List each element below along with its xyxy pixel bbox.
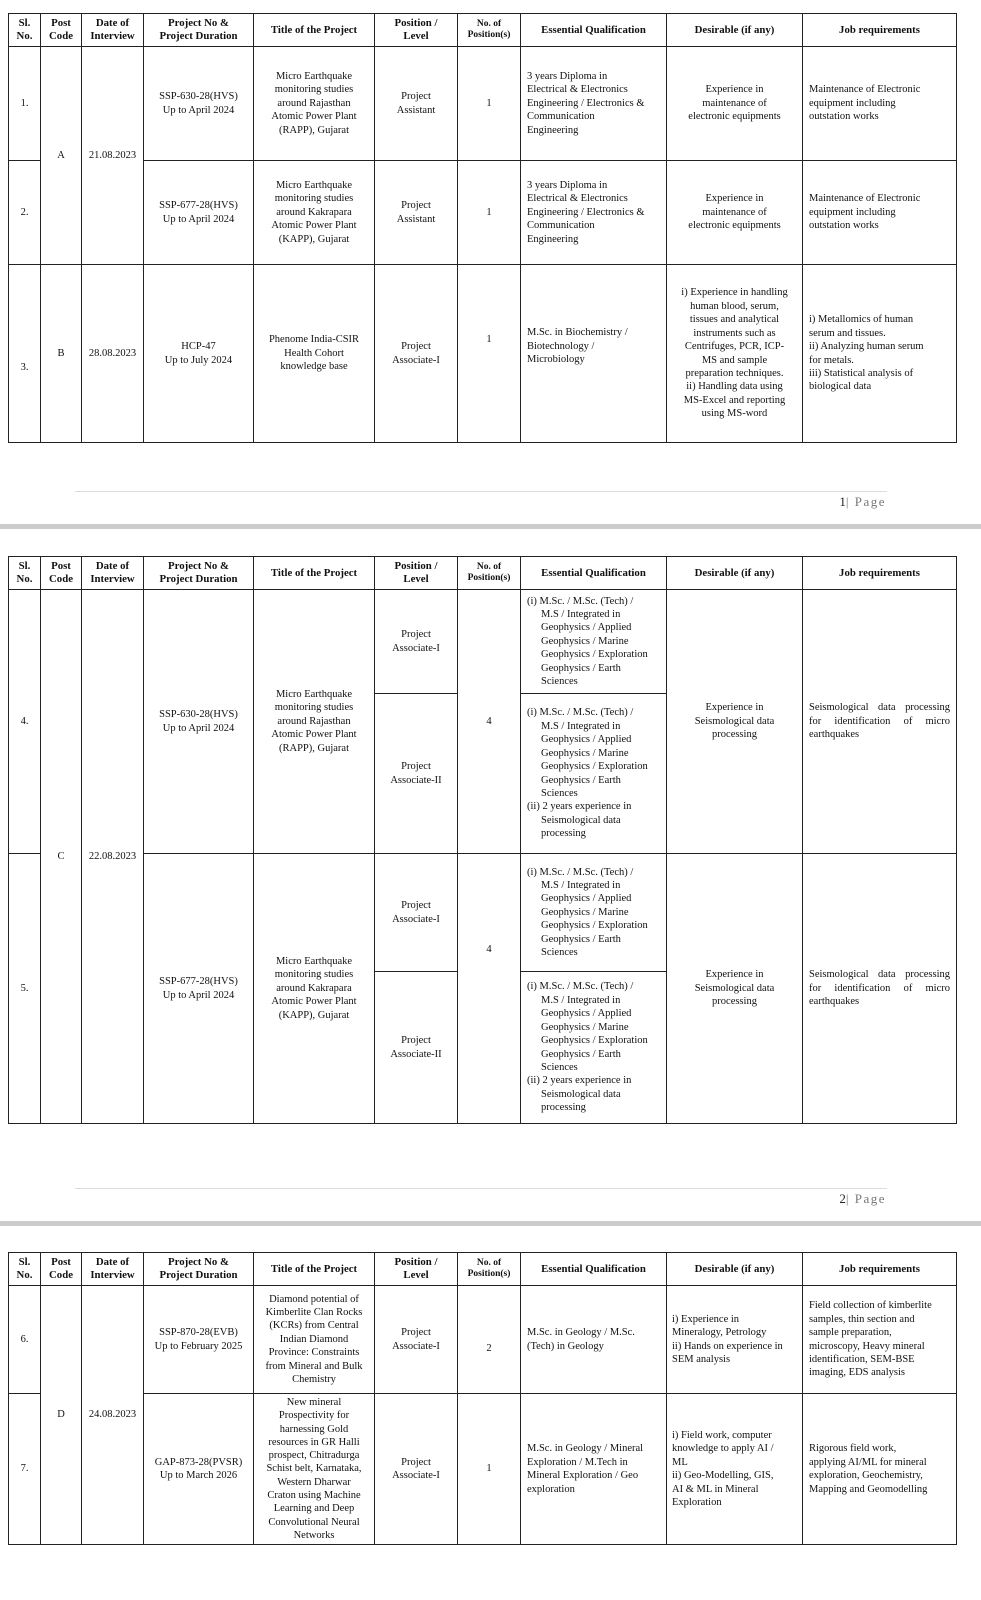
cell-qualification: (i) M.Sc. / M.Sc. (Tech) / M.S / Integrated in Geophysics / Applied Geophysics / Marine Geophysics / Exploration Geophysics / Earth Sciences bbox=[521, 590, 667, 694]
cell-count: 1 bbox=[458, 265, 521, 443]
header-project: Project No & Project Duration bbox=[144, 557, 254, 590]
cell-project: GAP-873-28(PVSR) Up to March 2026 bbox=[144, 1394, 254, 1545]
header-row bbox=[9, 1253, 957, 1286]
page-separator bbox=[0, 524, 981, 529]
header-post-code: Post Code bbox=[41, 557, 82, 590]
cell-position: Project Associate-I bbox=[375, 265, 458, 443]
table-row bbox=[9, 590, 957, 694]
cell-position: Project Associate-II bbox=[375, 694, 458, 854]
cell-position: Project Assistant bbox=[375, 47, 458, 161]
cell-title: Micro Earthquake monitoring studies around Rajasthan Atomic Power Plant (RAPP), Gujarat bbox=[254, 47, 375, 161]
header-count: No. of Position(s) bbox=[458, 557, 521, 590]
cell-count: 4 bbox=[458, 590, 521, 854]
header-title: Title of the Project bbox=[254, 1253, 375, 1286]
cell-project: SSP-870-28(EVB) Up to February 2025 bbox=[144, 1286, 254, 1394]
cell-project: SSP-677-28(HVS) Up to April 2024 bbox=[144, 854, 254, 1124]
cell-count: 1 bbox=[458, 161, 521, 265]
cell-sl: 7. bbox=[9, 1394, 41, 1545]
cell-sl: 5. bbox=[9, 854, 41, 1124]
page-separator bbox=[0, 1221, 981, 1226]
header-job: Job requirements bbox=[803, 14, 957, 47]
cell-job: Maintenance of Electronic equipment including outstation works bbox=[803, 161, 957, 265]
cell-job: Seismological data processing for identification of micro earthquakes bbox=[803, 854, 957, 1124]
cell-desirable: Experience in maintenance of electronic equipments bbox=[667, 47, 803, 161]
table-row bbox=[9, 854, 957, 972]
header-desirable: Desirable (if any) bbox=[667, 14, 803, 47]
header-job: Job requirements bbox=[803, 1253, 957, 1286]
cell-title: Micro Earthquake monitoring studies around Kakrapara Atomic Power Plant (KAPP), Gujarat bbox=[254, 854, 375, 1124]
cell-date: 28.08.2023 bbox=[82, 265, 144, 443]
cell-qualification: 3 years Diploma in Electrical & Electronics Engineering / Electronics & Communication Engineering bbox=[521, 47, 667, 161]
cell-sl: 2. bbox=[9, 161, 41, 265]
cell-post-code: D bbox=[41, 1286, 82, 1545]
cell-job: Rigorous field work, applying AI/ML for mineral exploration, Geochemistry, Mapping and Geomodelling bbox=[803, 1394, 957, 1545]
header-count: No. of Position(s) bbox=[458, 14, 521, 47]
header-job: Job requirements bbox=[803, 557, 957, 590]
cell-sl: 6. bbox=[9, 1286, 41, 1394]
cell-count: 1 bbox=[458, 47, 521, 161]
cell-job: i) Metallomics of human serum and tissues. ii) Analyzing human serum for metals. iii) Statistical analysis of biological data bbox=[803, 265, 957, 443]
cell-title: Micro Earthquake monitoring studies around Kakrapara Atomic Power Plant (KAPP), Gujarat bbox=[254, 161, 375, 265]
cell-job: Field collection of kimberlite samples, thin section and sample preparation, microscopy, Heavy mineral identification, SEM-BSE imaging, EDS analysis bbox=[803, 1286, 957, 1394]
cell-position: Project Associate-I bbox=[375, 1286, 458, 1394]
header-title: Title of the Project bbox=[254, 14, 375, 47]
cell-count: 4 bbox=[458, 854, 521, 1124]
table-row bbox=[9, 265, 957, 443]
cell-desirable: i) Experience in handling human blood, serum, tissues and analytical instruments such as Centrifuges, PCR, ICP- MS and sample preparation techniques. ii) Handling data using MS-Excel and reporting using MS-word bbox=[667, 265, 803, 443]
cell-post-code: B bbox=[41, 265, 82, 443]
cell-qualification: (i) M.Sc. / M.Sc. (Tech) / M.S / Integrated in Geophysics / Applied Geophysics / Marine Geophysics / Exploration Geophysics / Earth Sciences (ii) 2 years experience in Seismological data processing bbox=[521, 694, 667, 854]
header-row bbox=[9, 14, 957, 47]
cell-qualification: M.Sc. in Geology / M.Sc. (Tech) in Geology bbox=[521, 1286, 667, 1394]
header-desirable: Desirable (if any) bbox=[667, 557, 803, 590]
header-date: Date of Interview bbox=[82, 1253, 144, 1286]
cell-title: Micro Earthquake monitoring studies around Rajasthan Atomic Power Plant (RAPP), Gujarat bbox=[254, 590, 375, 854]
table-row bbox=[9, 1394, 957, 1545]
header-title: Title of the Project bbox=[254, 557, 375, 590]
cell-project: SSP-630-28(HVS) Up to April 2024 bbox=[144, 47, 254, 161]
header-position: Position / Level bbox=[375, 557, 458, 590]
cell-count: 2 bbox=[458, 1286, 521, 1394]
header-position: Position / Level bbox=[375, 1253, 458, 1286]
header-sl: Sl. No. bbox=[9, 557, 41, 590]
cell-project: SSP-630-28(HVS) Up to April 2024 bbox=[144, 590, 254, 854]
cell-sl: 1. bbox=[9, 47, 41, 161]
footer-divider bbox=[75, 491, 887, 492]
header-row bbox=[9, 557, 957, 590]
cell-title: New mineral Prospectivity for harnessing Gold resources in GR Halli prospect, Chitradurga Schist belt, Karnataka, Western Dharwar Craton using Machine Learning and Deep Convolutional Neural Networks bbox=[254, 1394, 375, 1545]
cell-desirable: i) Experience in Mineralogy, Petrology ii) Hands on experience in SEM analysis bbox=[667, 1286, 803, 1394]
cell-project: SSP-677-28(HVS) Up to April 2024 bbox=[144, 161, 254, 265]
cell-position: Project Associate-I bbox=[375, 1394, 458, 1545]
cell-desirable: Experience in maintenance of electronic equipments bbox=[667, 161, 803, 265]
header-date: Date of Interview bbox=[82, 14, 144, 47]
vacancy-table-page3 bbox=[8, 1252, 957, 1545]
footer-divider bbox=[75, 1188, 887, 1189]
cell-qualification: (i) M.Sc. / M.Sc. (Tech) / M.S / Integrated in Geophysics / Applied Geophysics / Marine Geophysics / Exploration Geophysics / Earth Sciences bbox=[521, 854, 667, 972]
cell-date: 21.08.2023 bbox=[82, 47, 144, 265]
header-project: Project No & Project Duration bbox=[144, 1253, 254, 1286]
cell-position: Project Assistant bbox=[375, 161, 458, 265]
header-qualification: Essential Qualification bbox=[521, 1253, 667, 1286]
cell-qualification: (i) M.Sc. / M.Sc. (Tech) / M.S / Integrated in Geophysics / Applied Geophysics / Marine Geophysics / Exploration Geophysics / Earth Sciences (ii) 2 years experience in Seismological data processing bbox=[521, 972, 667, 1124]
header-sl: Sl. No. bbox=[9, 14, 41, 47]
vacancy-table-page1 bbox=[8, 13, 957, 443]
cell-post-code: A bbox=[41, 47, 82, 265]
header-count: No. of Position(s) bbox=[458, 1253, 521, 1286]
cell-qualification: 3 years Diploma in Electrical & Electronics Engineering / Electronics & Communication Engineering bbox=[521, 161, 667, 265]
header-sl: Sl. No. bbox=[9, 1253, 41, 1286]
cell-post-code: C bbox=[41, 590, 82, 1124]
table-row bbox=[9, 47, 957, 161]
cell-job: Seismological data processing for identification of micro earthquakes bbox=[803, 590, 957, 854]
cell-title: Diamond potential of Kimberlite Clan Rocks (KCRs) from Central Indian Diamond Province: Constraints from Mineral and Bulk Chemistry bbox=[254, 1286, 375, 1394]
cell-job: Maintenance of Electronic equipment including outstation works bbox=[803, 47, 957, 161]
cell-sl: 3. bbox=[9, 265, 41, 443]
cell-qualification: M.Sc. in Biochemistry / Biotechnology / Microbiology bbox=[521, 265, 667, 443]
cell-date: 24.08.2023 bbox=[82, 1286, 144, 1545]
cell-project: HCP-47 Up to July 2024 bbox=[144, 265, 254, 443]
cell-position: Project Associate-II bbox=[375, 972, 458, 1124]
cell-position: Project Associate-I bbox=[375, 590, 458, 694]
page-number: 1| Page bbox=[839, 494, 886, 509]
cell-count: 1 bbox=[458, 1394, 521, 1545]
cell-desirable: i) Field work, computer knowledge to apply AI / ML ii) Geo-Modelling, GIS, AI & ML in Mineral Exploration bbox=[667, 1394, 803, 1545]
header-qualification: Essential Qualification bbox=[521, 557, 667, 590]
header-position: Position / Level bbox=[375, 14, 458, 47]
header-qualification: Essential Qualification bbox=[521, 14, 667, 47]
header-date: Date of Interview bbox=[82, 557, 144, 590]
cell-position: Project Associate-I bbox=[375, 854, 458, 972]
cell-qualification: M.Sc. in Geology / Mineral Exploration / M.Tech in Mineral Exploration / Geo exploration bbox=[521, 1394, 667, 1545]
cell-title: Phenome India-CSIR Health Cohort knowledge base bbox=[254, 265, 375, 443]
header-project: Project No & Project Duration bbox=[144, 14, 254, 47]
cell-sl: 4. bbox=[9, 590, 41, 854]
header-desirable: Desirable (if any) bbox=[667, 1253, 803, 1286]
cell-desirable: Experience in Seismological data processing bbox=[667, 854, 803, 1124]
table-row bbox=[9, 1286, 957, 1394]
table-row bbox=[9, 161, 957, 265]
vacancy-table-page2 bbox=[8, 556, 957, 1124]
header-post-code: Post Code bbox=[41, 14, 82, 47]
cell-desirable: Experience in Seismological data processing bbox=[667, 590, 803, 854]
cell-date: 22.08.2023 bbox=[82, 590, 144, 1124]
page-number: 2| Page bbox=[839, 1191, 886, 1206]
header-post-code: Post Code bbox=[41, 1253, 82, 1286]
